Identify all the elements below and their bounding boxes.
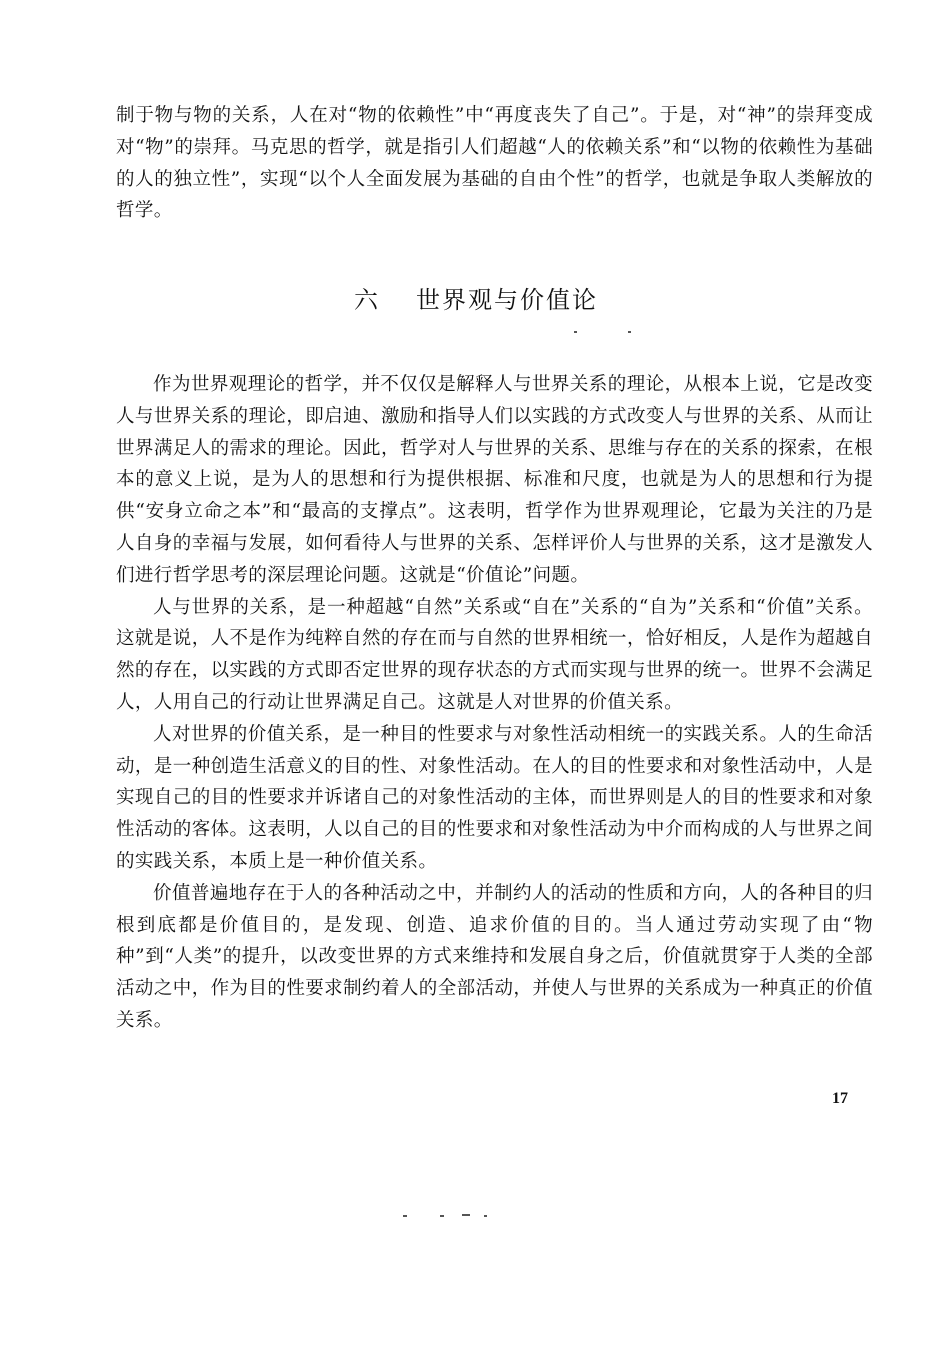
body-paragraph: 价值普遍地存在于人的各种活动之中，并制约人的活动的性质和方向，人的各种目的归根到底都是价值目的，是发现、创造、追求价值的目的。当人通过劳动实现了由“物种”到“人类”的提升，以改变世界的方式来维持和发展自身之后，价值就贯穿于人类的全部活动之中，作为目的性要求制约着人的全部活动，并使人与世界的关系成为一种真正的价值关系。 [116, 882, 873, 1031]
section-title: 世界观与价值论 [416, 286, 598, 314]
page-number: 17 [832, 1090, 848, 1107]
intro-paragraph: 制于物与物的关系，人在对“物的依赖性”中“再度丧失了自己”。于是，对“神”的崇拜变成对“物”的崇拜。马克思的哲学，就是指引人们超越“人的依赖关系”和“以物的依赖性为基础的人的独立性”，实现“以个人全面发展为基础的自由个性”的哲学，也就是争取人类解放的哲学。 [116, 105, 873, 222]
scan-speck [484, 1215, 487, 1217]
body-paragraph: 人对世界的价值关系，是一种目的性要求与对象性活动相统一的实践关系。人的生命活动，是一种创造生活意义的目的性、对象性活动。在人的目的性要求和对象性活动中，人是实现自己的目的性要求并诉诸自己的对象性活动的主体，而世界则是人的目的性要求和对象性活动的客体。这表明，人以自己的目的性要求和对象性活动为中介而构成的人与世界之间的实践关系，本质上是一种价值关系。 [116, 723, 873, 872]
scan-speck [462, 1214, 470, 1216]
section-number: 六 [354, 286, 380, 314]
scan-speck [403, 1215, 407, 1217]
intro-text-block [116, 100, 873, 227]
section-heading [0, 280, 952, 315]
body-paragraph: 作为世界观理论的哲学，并不仅仅是解释人与世界关系的理论，从根本上说，它是改变人与世界关系的理论，即启迪、激励和指导人们以实践的方式改变人与世界的关系、从而让世界满足人的需求的理论。因此，哲学对人与世界的关系、思维与存在的关系的探索，在根本的意义上说，是为人的思想和行为提供根据、标准和尺度，也就是为人的思想和行为提供“安身立命之本”和“最高的支撑点”。这表明，哲学作为世界观理论，它最为关注的乃是人自身的幸福与发展，如何看待人与世界的关系、怎样评价人与世界的关系，这才是激发人们进行哲学思考的深层理论问题。这就是“价值论”问题。 [116, 374, 873, 586]
body-paragraph: 人与世界的关系，是一种超越“自然”关系或“自在”关系的“自为”关系和“价值”关系。这就是说，人不是作为纯粹自然的存在而与自然的世界相统一，恰好相反，人是作为超越自然的存在，以实践的方式即否定世界的现存状态的方式而实现与世界的统一。世界不会满足人，人用自己的行动让世界满足自己。这就是人对世界的价值关系。 [116, 596, 873, 713]
scan-speck [440, 1215, 444, 1217]
scan-speck [628, 331, 631, 333]
main-text-block [116, 369, 873, 1037]
scan-speck [574, 331, 577, 333]
